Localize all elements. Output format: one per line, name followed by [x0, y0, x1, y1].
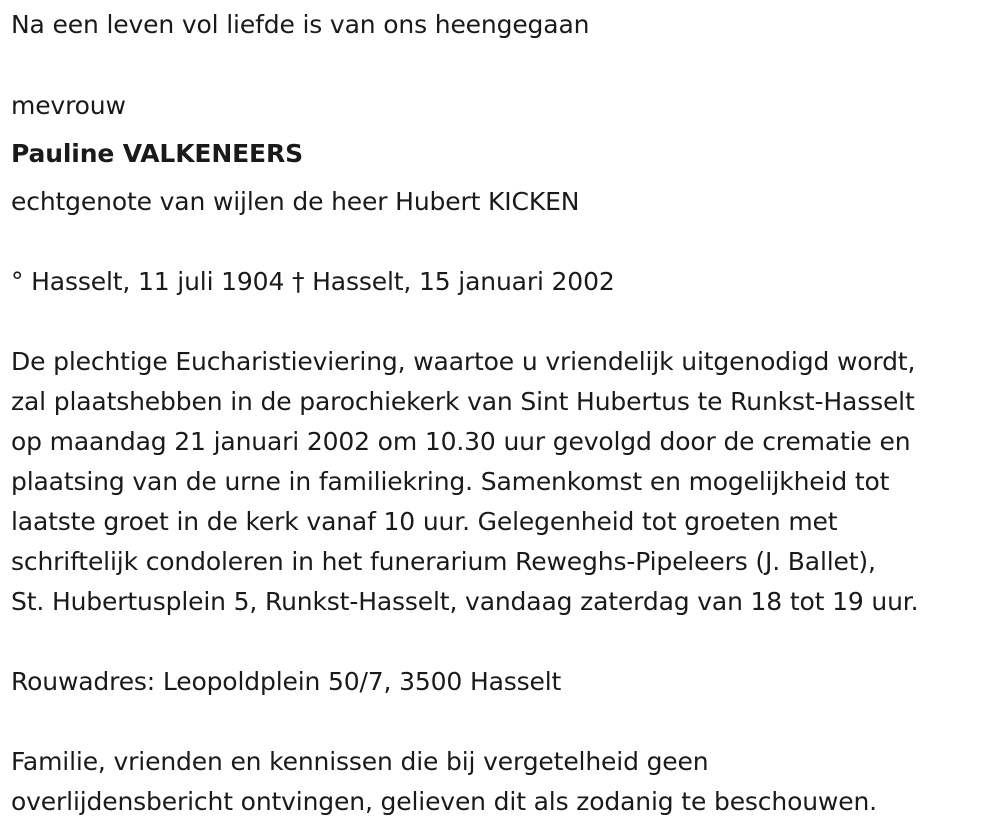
life-dates: [11, 262, 996, 302]
spouse-text: echtgenote van wijlen de heer Hubert KICKEN: [11, 187, 580, 216]
paragraph-line: schriftelijk condoleren in het funerarium Reweghs-Pipeleers (J. Ballet),: [11, 547, 876, 576]
cross-icon: †: [292, 267, 305, 296]
mourning-address: Rouwadres: Leopoldplein 50/7, 3500 Hasselt: [11, 667, 562, 696]
ceremony-paragraph: [11, 342, 996, 622]
salutation: mevrouw: [11, 91, 126, 120]
paragraph-line: laatste groet in de kerk vanaf 10 uur. Gelegenheid tot groeten met: [11, 507, 838, 536]
intro-text: Na een leven vol liefde is van ons heengegaan: [11, 10, 590, 39]
family-paragraph: [11, 742, 996, 822]
paragraph-line: St. Hubertusplein 5, Runkst-Hasselt, vandaag zaterdag van 18 tot 19 uur.: [11, 587, 919, 616]
paragraph-line: De plechtige Eucharistieviering, waartoe u vriendelijk uitgenodigd wordt,: [11, 347, 916, 376]
paragraph-line: Familie, vrienden en kennissen die bij vergetelheid geen: [11, 747, 709, 776]
paragraph-line: op maandag 21 januari 2002 om 10.30 uur gevolgd door de crematie en: [11, 427, 911, 456]
birth-text: ° Hasselt, 11 juli 1904: [11, 267, 285, 296]
paragraph-line: zal plaatshebben in de parochiekerk van Sint Hubertus te Runkst-Hasselt: [11, 387, 915, 416]
deceased-name: Pauline VALKENEERS: [11, 139, 303, 168]
death-text: Hasselt, 15 januari 2002: [312, 267, 615, 296]
paragraph-line: plaatsing van de urne in familiekring. Samenkomst en mogelijkheid tot: [11, 467, 890, 496]
paragraph-line: overlijdensbericht ontvingen, gelieven dit als zodanig te beschouwen.: [11, 787, 877, 816]
obituary-notice: [11, 0, 996, 822]
